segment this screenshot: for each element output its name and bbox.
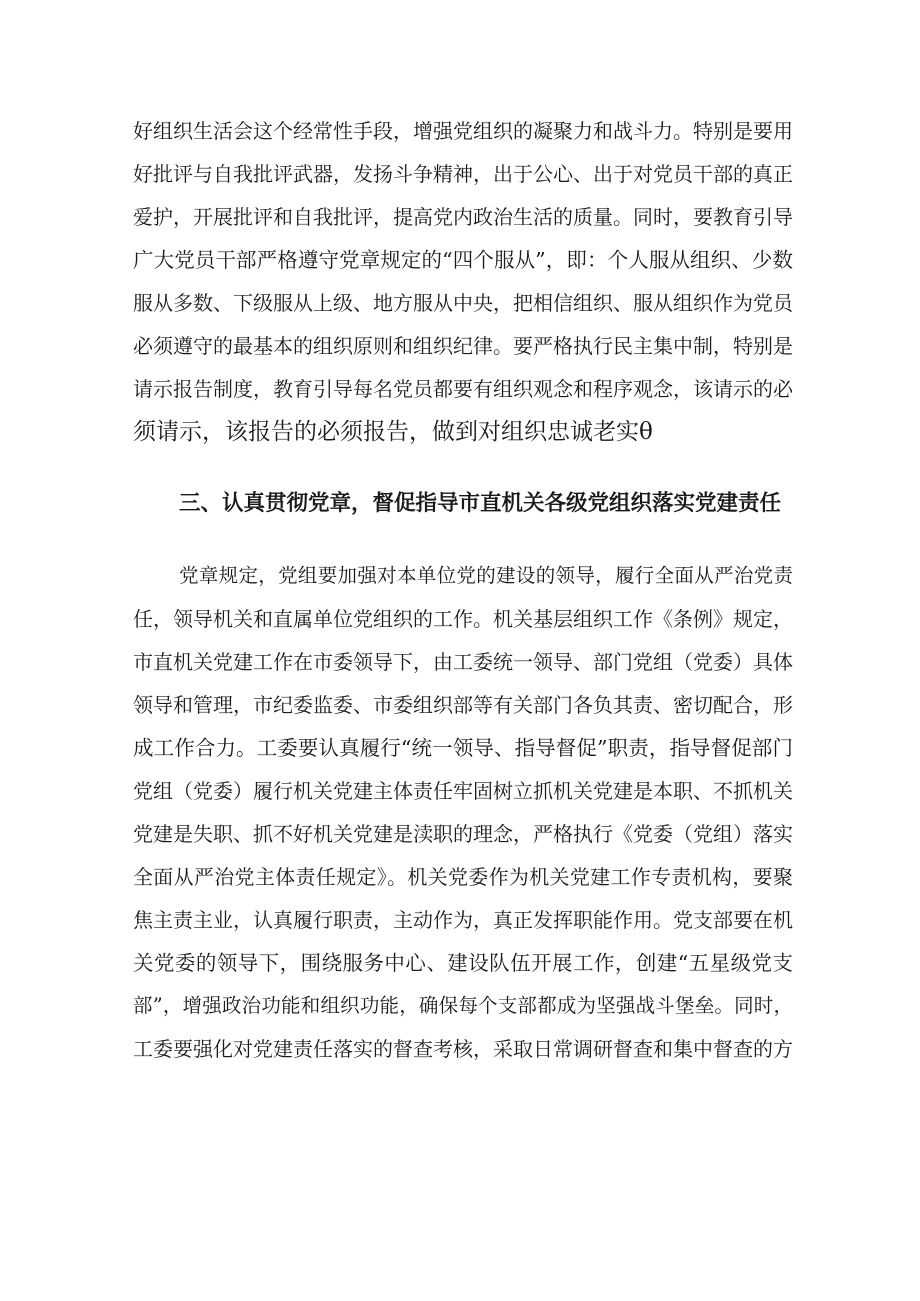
paragraph-1-line-6: 必须遵守的最基本的组织原则和组织纪律。要严格执行民主集中制，特别是 xyxy=(133,334,793,358)
paragraph-2-line-9: 焦主责主业，认真履行职责，主动作为，真正发挥职能作用。党支部要在机 xyxy=(133,908,793,932)
paragraph-2-line-6: 党组（党委）履行机关党建主体责任牢固树立抓机关党建是本职、不抓机关 xyxy=(133,779,793,803)
paragraph-1-line-1: 好组织生活会这个经常性手段，增强党组织的凝聚力和战斗力。特别是要用 xyxy=(133,119,793,143)
section-heading: 三、认真贯彻党章，督促指导市直机关各级党组织落实党建责任 xyxy=(179,491,782,516)
paragraph-2-line-12: 工委要强化对党建责任落实的督查考核，采取日常调研督查和集中督查的方 xyxy=(133,1037,793,1061)
paragraph-2-line-1: 党章规定，党组要加强对本单位党的建设的领导，履行全面从严治党责 xyxy=(179,564,793,587)
paragraph-1-line-5: 服从多数、下级服从上级、地方服从中央，把相信组织、服从组织作为党员 xyxy=(133,291,793,315)
paragraph-2-line-5: 成工作合力。工委要认真履行“统一领导、指导督促”职责，指导督促部门 xyxy=(133,736,793,760)
paragraph-2-line-2: 任，领导机关和直属单位党组织的工作。机关基层组织工作《条例》规定， xyxy=(133,607,793,631)
paragraph-1-line-8: 须请示，该报告的必须报告，做到对组织忠诚老实θ xyxy=(133,419,653,445)
paragraph-2-line-3: 市直机关党建工作在市委领导下，由工委统一领导、部门党组（党委）具体 xyxy=(133,650,793,674)
paragraph-1-line-2: 好批评与自我批评武器，发扬斗争精神，出于公心、出于对党员干部的真正 xyxy=(133,162,793,186)
paragraph-2-line-10: 关党委的领导下，围绕服务中心、建设队伍开展工作，创建“五星级党支 xyxy=(133,951,793,975)
paragraph-2-line-11: 部”，增强政治功能和组织功能，确保每个支部都成为坚强战斗堡垒。同时， xyxy=(133,994,793,1017)
paragraph-1-line-7: 请示报告制度，教育引导每名党员都要有组织观念和程序观念，该请示的必 xyxy=(133,377,793,401)
paragraph-1-line-3: 爱护，开展批评和自我批评，提高党内政治生活的质量。同时，要教育引导 xyxy=(133,205,793,229)
paragraph-2-line-8: 全面从严治党主体责任规定》。机关党委作为机关党建工作专责机构，要聚 xyxy=(133,865,793,889)
paragraph-2-line-7: 党建是失职、抓不好机关党建是渎职的理念，严格执行《党委（党组）落实 xyxy=(133,822,793,846)
paragraph-1-line-4: 广大党员干部严格遵守党章规定的“四个服从”，即：个人服从组织、少数 xyxy=(133,248,793,272)
paragraph-2-line-4: 领导和管理，市纪委监委、市委组织部等有关部门各负其责、密切配合，形 xyxy=(133,693,793,717)
